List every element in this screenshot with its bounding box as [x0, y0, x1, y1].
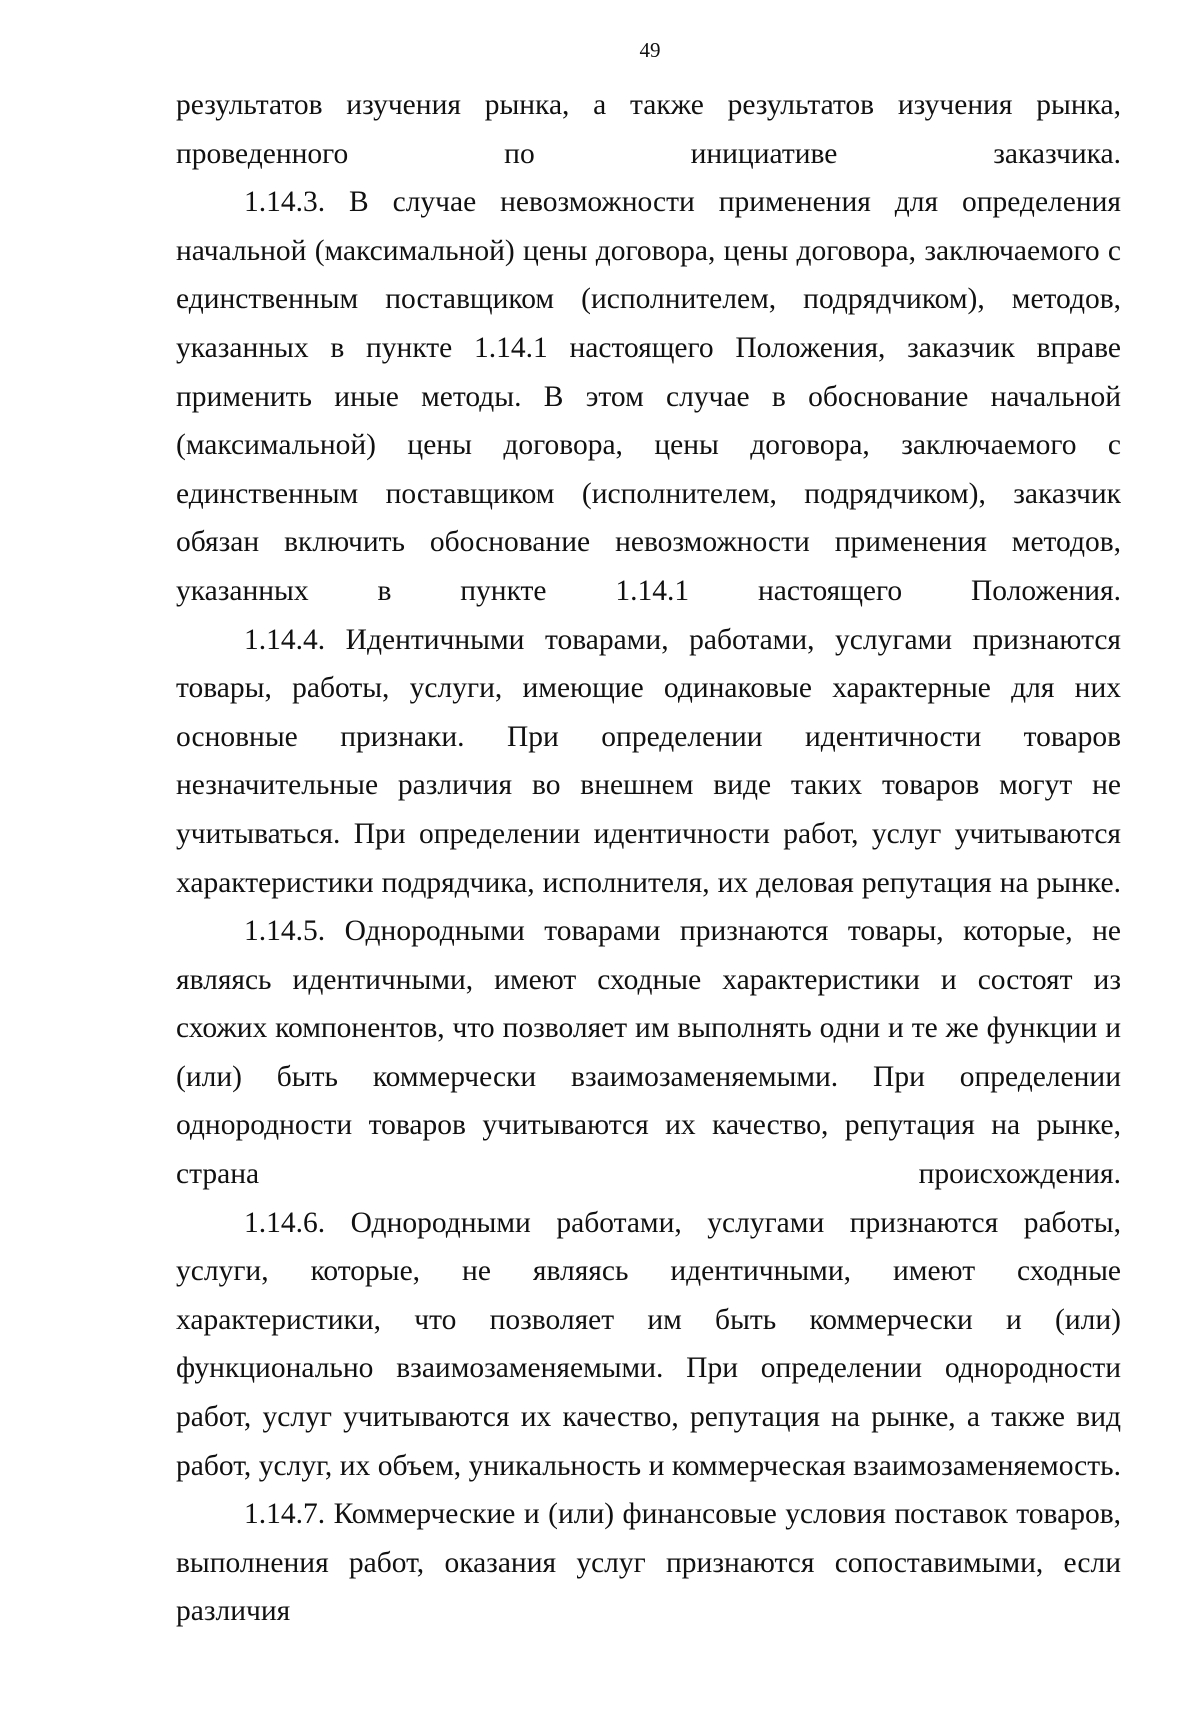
paragraph-1-14-5: 1.14.5. Однородными товарами признаются товары, которые, не являясь идентичными, имеют сходные характеристики и состоят из схожих компонентов, что позволяет им выполнять одни и те же функции и (или) быть коммерчески взаимозаменяемыми. При определении однородности товаров учитываются их качество, репутация на рынке, страна происхождения.: [176, 915, 1122, 1191]
paragraph-1-14-4: 1.14.4. Идентичными товарами, работами, услугами признаются товары, работы, услуги, имеющие одинаковые характерные для них основные признаки. При определении идентичности товаров незначительные различия во внешнем виде таких товаров могут не учитываться. При определении идентичности работ, услуг учитываются характеристики подрядчика, исполнителя, их деловая репутация на рынке.: [176, 623, 1122, 899]
paragraph-1-14-7: 1.14.7. Коммерческие и (или) финансовые условия поставок товаров, выполнения работ, оказания услуг признаются сопоставимыми, если различия: [176, 1498, 1121, 1628]
page-number: 49: [639, 38, 661, 62]
document-body: [176, 81, 1121, 1636]
paragraph-1-14-3: 1.14.3. В случае невозможности применения для определения начальной (максимальной) цены договора, цены договора, заключаемого с единственным поставщиком (исполнителем, подрядчиком), методов, указанных в пункте 1.14.1 настоящего Положения, заказчик вправе применить иные методы. В этом случае в обоснование начальной (максимальной) цены договора, цены договора, заключаемого с единственным поставщиком (исполнителем, подрядчиком), заказчик обязан включить обоснование невозможности применения методов, указанных в пункте 1.14.1 настоящего Положения.: [176, 186, 1122, 607]
paragraph-1-14-6: 1.14.6. Однородными работами, услугами признаются работы, услуги, которые, не являясь идентичными, имеют сходные характеристики, что позволяет им быть коммерчески и (или) функционально взаимозаменяемыми. При определении однородности работ, услуг учитываются их качество, репутация на рынке, а также вид работ, услуг, их объем, уникальность и коммерческая взаимозаменяемость.: [176, 1206, 1122, 1482]
paragraph-continuation: результатов изучения рынка, а также результатов изучения рынка, проведенного по инициативе заказчика.: [176, 89, 1121, 170]
